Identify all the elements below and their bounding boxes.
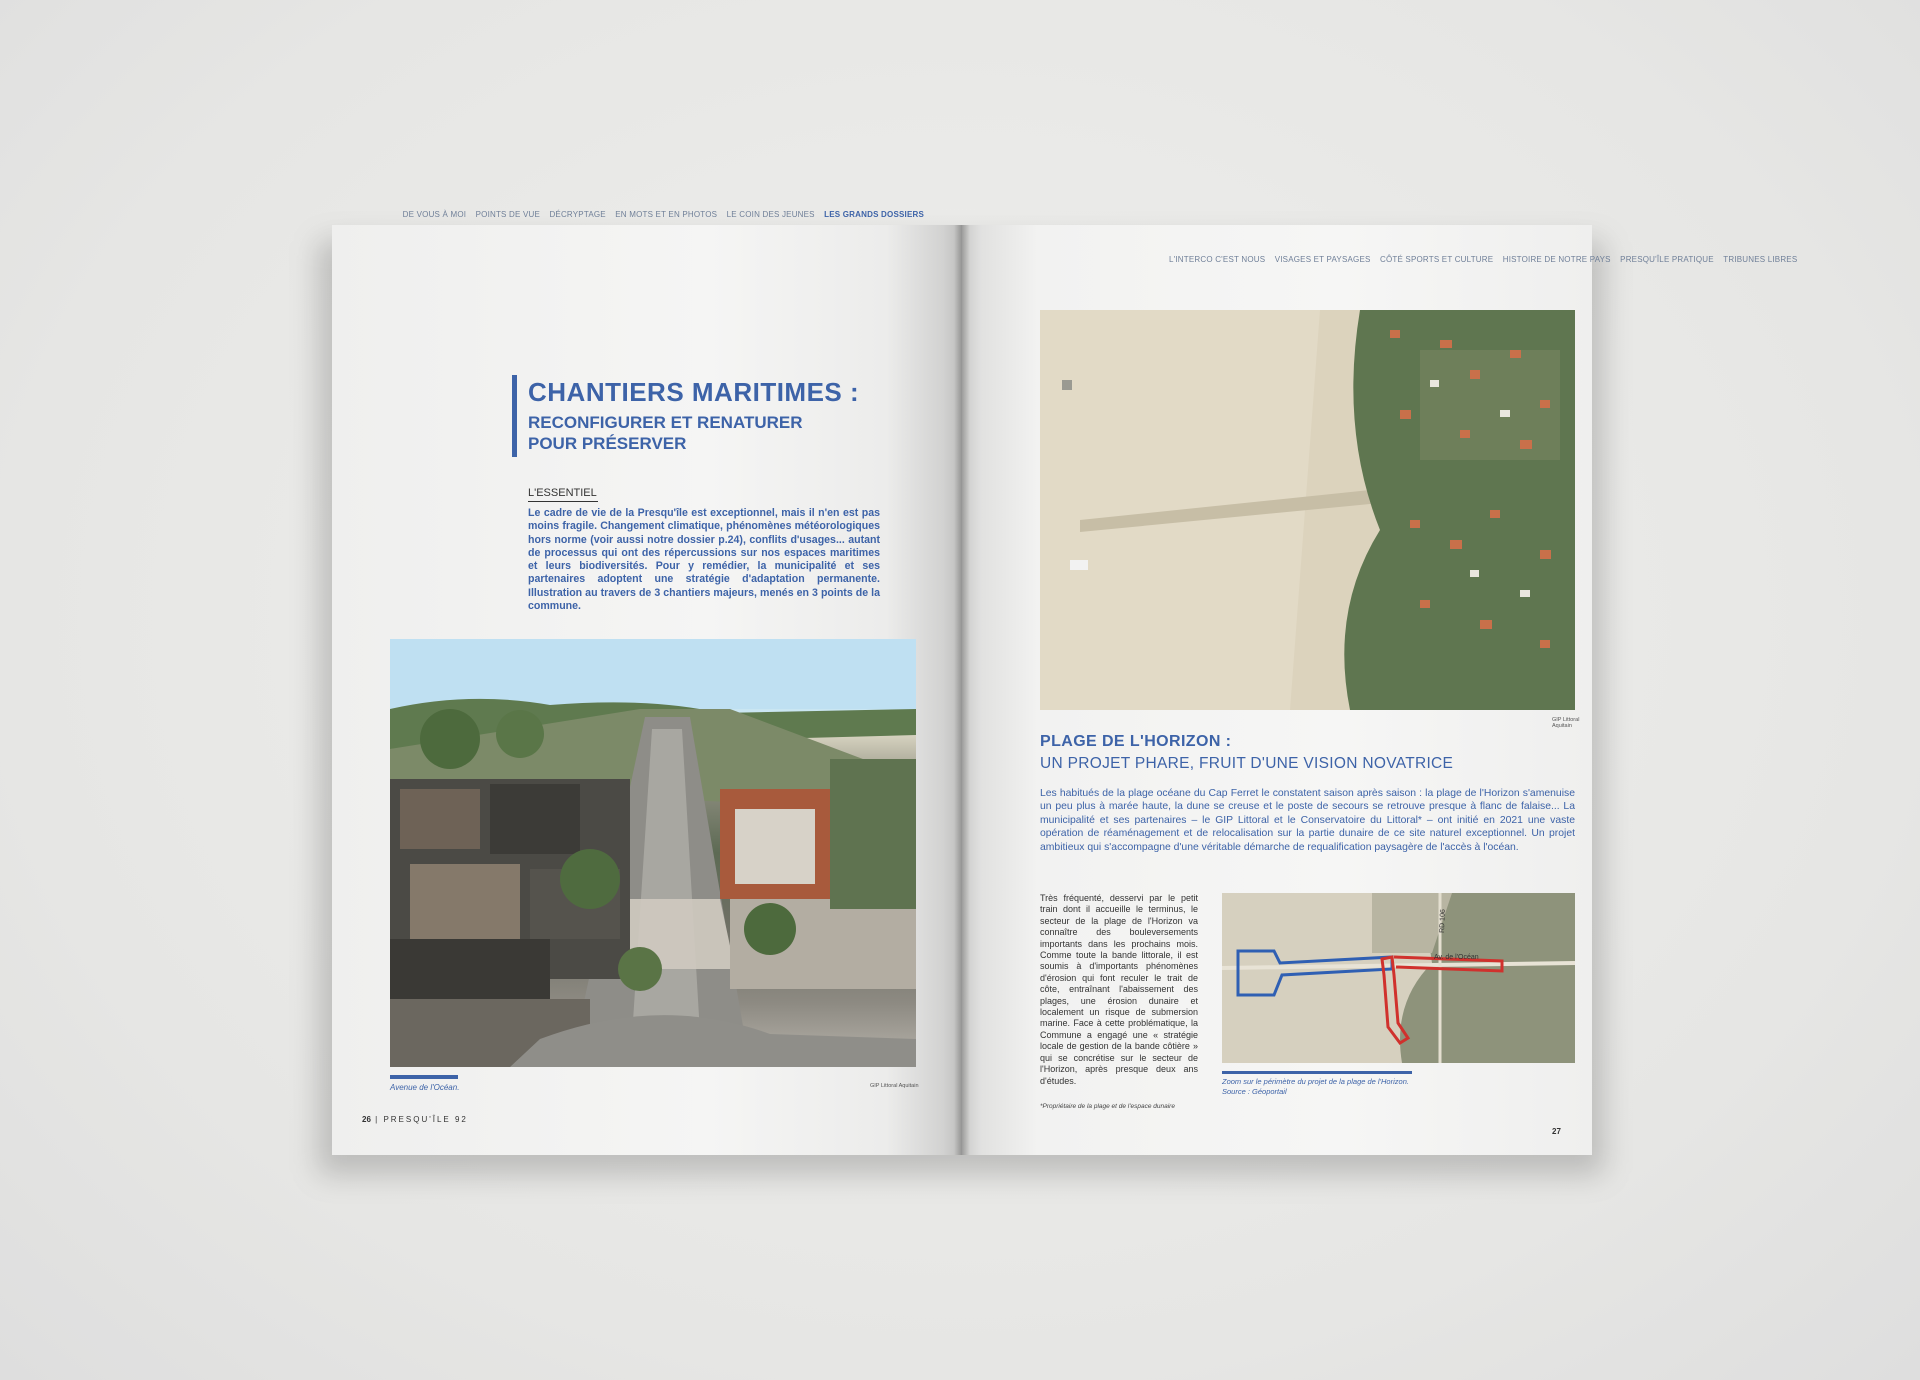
magazine-spread	[332, 210, 1798, 1165]
project-perimeter-map	[1222, 893, 1575, 1063]
section-title: PLAGE DE L'HORIZON :	[1040, 733, 1232, 750]
map-caption-line-1: Zoom sur le périmètre du projet de la plage de l'Horizon.	[1222, 1077, 1409, 1086]
photo-credit: GIP Littoral Aquitain	[870, 1083, 919, 1089]
nav-item[interactable]: TRIBUNES LIBRES	[1723, 255, 1798, 264]
perimeter-map-illustration	[1222, 893, 1575, 1063]
map-caption-bar	[1222, 1071, 1412, 1074]
map-caption-source: Source : Géoportail	[1222, 1086, 1287, 1096]
aerial-credit: GIP Littoral Aquitain	[1552, 717, 1580, 729]
photo-caption: Avenue de l'Océan.	[390, 1083, 460, 1092]
nav-item[interactable]: PRESQU'ÎLE PRATIQUE	[1620, 255, 1714, 264]
nav-item-active[interactable]: LES GRANDS DOSSIERS	[824, 210, 924, 219]
section-subtitle: UN PROJET PHARE, FRUIT D'UNE VISION NOVATRICE	[1040, 755, 1454, 772]
article-title: CHANTIERS MARITIMES :	[528, 377, 860, 407]
street-aerial-photo	[390, 639, 916, 1067]
map-caption	[1222, 1077, 1409, 1096]
nav-item[interactable]: DÉCRYPTAGE	[549, 210, 606, 219]
left-folio: 26 | PRESQU'ÎLE 92	[362, 1115, 468, 1124]
left-page	[332, 210, 962, 1155]
nav-item[interactable]: LE COIN DES JEUNES	[726, 210, 815, 219]
right-section-nav	[1162, 255, 1797, 264]
nav-item[interactable]: HISTOIRE DE NOTRE PAYS	[1502, 255, 1611, 264]
map-label-avenue: Av. de l'Océan	[1434, 954, 1479, 961]
footnote: *Propriétaire de la plage et de l'espace dunaire	[1040, 1103, 1175, 1110]
section-intro: Les habitués de la plage océane du Cap Ferret le constatent saison après saison : la plage de l'Horizon s'amenuise un peu plus à marée haute, la dune se creuse et le poste de secours se retrouve presque à flanc de falaise... La municipalité et ses partenaires – le GIP Littoral et le Conservatoire du Littoral* – ont initié en 2021 une vaste opération de réaménagement et de relocalisation sur la partie dunaire de ce site naturel exceptionnel. Un projet ambitieux qui s'accompagne d'une véritable démarche de requalification paysagère de l'accès à l'océan.	[1040, 788, 1575, 853]
aerial-illustration	[1040, 310, 1575, 710]
map-label-rd106: RD 106	[1439, 909, 1447, 934]
beach-aerial-photo	[1040, 310, 1575, 710]
street-photo-illustration	[390, 639, 916, 1067]
right-page-number: 27	[1552, 1127, 1561, 1136]
essentiel-label: L'ESSENTIEL	[528, 487, 597, 499]
nav-item[interactable]: POINTS DE VUE	[475, 210, 540, 219]
right-page	[962, 225, 1798, 1155]
article-subtitle: RECONFIGURER ET RENATURER POUR PRÉSERVER	[528, 413, 803, 453]
left-section-nav	[396, 210, 924, 219]
essentiel-underline	[528, 501, 598, 502]
nav-item[interactable]: L'INTERCO C'EST NOUS	[1169, 255, 1266, 264]
photo-caption-bar	[390, 1075, 458, 1079]
spread-spine	[954, 225, 970, 1155]
left-page-number: 26	[362, 1115, 371, 1124]
nav-item[interactable]: VISAGES ET PAYSAGES	[1274, 255, 1371, 264]
section-body-text: Très fréquenté, desservi par le petit train dont il accueille le terminus, le secteur de la plage de l'Horizon va connaître des bouleversements importants dans les prochains mois. Comme toute la bande littorale, il est soumis à d'importants phénomènes d'érosion qui font reculer le trait de côte, entraînant l'abaissement des plages, une érosion dunaire et localement un risque de submersion marine. Face à cette problématique, la Commune a engagé une « stratégie locale de gestion de la bande côtière » qui se concrétise sur le secteur de l'Horizon, après presque deux ans d'études.	[1040, 893, 1198, 1086]
magazine-name: PRESQU'ÎLE 92	[383, 1115, 468, 1124]
nav-item[interactable]: EN MOTS ET EN PHOTOS	[615, 210, 718, 219]
nav-item[interactable]: DE VOUS À MOI	[402, 210, 467, 219]
nav-item[interactable]: CÔTÉ SPORTS ET CULTURE	[1379, 255, 1494, 264]
title-accent-bar	[512, 375, 517, 457]
essentiel-text: Le cadre de vie de la Presqu'île est exceptionnel, mais il n'en est pas moins fragile. Changement climatique, phénomènes météorologiques hors norme (voir aussi notre dossier p.24), conflits d'usages... autant de processus qui ont des répercussions sur nos espaces maritimes et leurs biodiversités. Pour y remédier, la municipalité et ses partenaires adoptent une stratégie d'adaptation permanente. Illustration au travers de 3 chantiers majeurs, menés en 3 points de la commune.	[528, 507, 880, 613]
